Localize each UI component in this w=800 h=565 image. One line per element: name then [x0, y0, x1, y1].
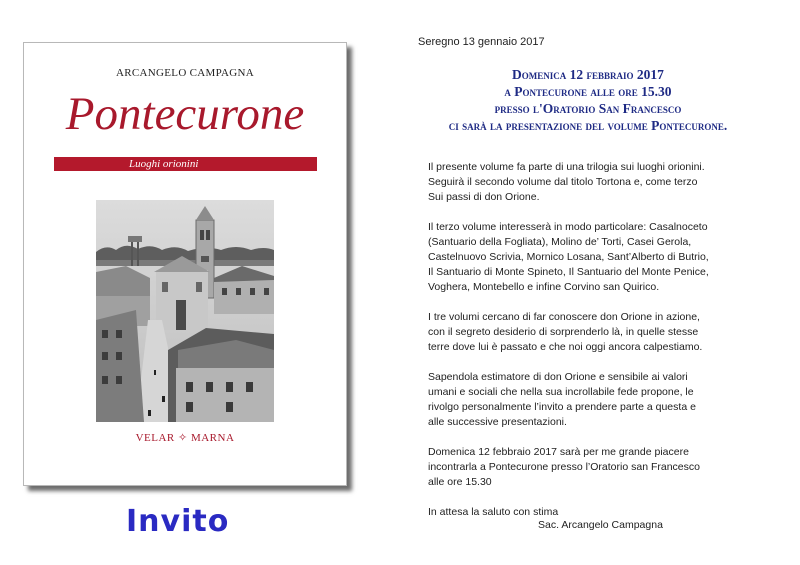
text-line: terre dove lui è passato e che noi oggi ancora calpestiamo.: [428, 341, 703, 353]
text-line: Il presente volume fa parte di una trilogia sui luoghi orionini.: [428, 161, 705, 173]
cover-author: ARCANGELO CAMPAGNA: [116, 67, 254, 79]
text-line: con il segreto desiderio di sorprenderlo là, in quelle stesse: [428, 326, 699, 338]
paragraph-closing: [428, 505, 778, 520]
headline-line: Domenica 12 febbraio 2017: [512, 67, 664, 82]
text-line: alle successive presentazioni.: [428, 416, 567, 428]
text-line: Voghera, Montebello e infine Corvino san Quirico.: [428, 281, 660, 293]
headline-line: a Pontecurone alle ore 15.30: [504, 84, 672, 99]
text-line: (Santuario della Fogliata), Molino de’ Torti, Casei Gerola,: [428, 236, 692, 248]
book-cover: [23, 42, 347, 486]
paragraph-purpose: [428, 310, 778, 355]
headline-line: presso l'Oratorio San Francesco: [494, 101, 682, 116]
town-photo-illustration: [96, 200, 274, 422]
text-line: rivolgo personalmente l’invito a prendere parte a questa e: [428, 401, 696, 413]
text-line: Sui passi di don Orione.: [428, 191, 540, 203]
signature: Sac. Arcangelo Campagna: [538, 519, 663, 531]
invito-label: Invito: [126, 504, 230, 539]
text-line: Domenica 12 febbraio 2017 sarà per me grande piacere: [428, 446, 689, 458]
cover-publisher: VELAR ✧ MARNA: [135, 432, 235, 444]
letter-date: Seregno 13 gennaio 2017: [418, 36, 545, 48]
cover-photo: [96, 200, 274, 422]
paragraph-invitation: [428, 370, 778, 430]
paragraph-third-volume: [428, 220, 778, 295]
text-line: I tre volumi cercano di far conoscere don Orione in azione,: [428, 311, 700, 323]
text-line: umani e sociali che nella sua incrollabile fede propone, le: [428, 386, 694, 398]
text-line: Seguirà il secondo volume dal titolo Tortona e, come terzo: [428, 176, 698, 188]
cover-subtitle: Luoghi orionini: [54, 157, 317, 171]
paragraph-event-details: [428, 445, 778, 490]
cover-title: Pontecurone: [65, 88, 305, 140]
paragraph-trilogy: [428, 160, 778, 205]
letter-body: [428, 160, 778, 535]
text-line: Il terzo volume interesserà in modo particolare: Casalnoceto: [428, 221, 708, 233]
text-line: Castelnuovo Scrivia, Mornico Losana, Sant’Alberto di Butrio,: [428, 251, 709, 263]
text-line: alle ore 15.30: [428, 476, 492, 488]
text-line: incontrarla a Pontecurone presso l’Oratorio san Francesco: [428, 461, 700, 473]
text-line: Il Santuario di Monte Spineto, Il Santuario del Monte Penice,: [428, 266, 709, 278]
headline-line: ci sarà la presentazione del volume Pontecurone.: [448, 118, 728, 133]
text-line: In attesa la saluto con stima: [428, 506, 559, 518]
event-headline: [395, 66, 781, 134]
text-line: Sapendola estimatore di don Orione e sensibile ai valori: [428, 371, 688, 383]
